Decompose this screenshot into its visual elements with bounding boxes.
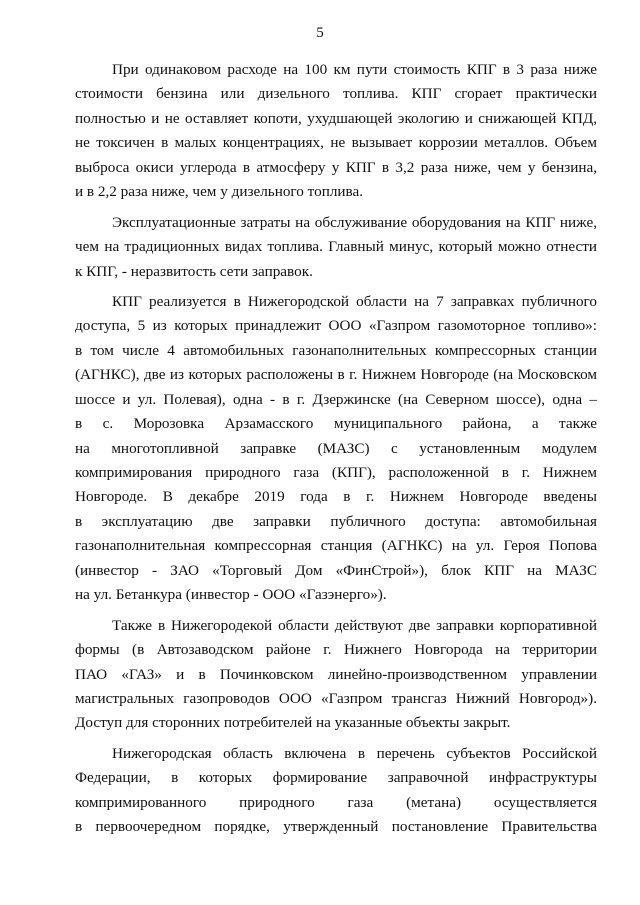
text-line: При одинаковом расходе на 100 км пути стоимость КПГ в 3 раза ниже xyxy=(112,61,597,78)
text-line: шоссе и ул. Полевая), одна - в г. Дзержинске (на Северном шоссе), одна – xyxy=(75,390,597,408)
paragraph xyxy=(75,742,597,840)
text-line: формы (в Автозаводском районе г. Нижнего Новгорода на территории xyxy=(75,641,597,659)
paragraph xyxy=(75,290,597,608)
text-line: в том числе 4 автомобильных газонаполнительных компрессорных станции xyxy=(75,341,597,359)
text-line: стоимости бензина или дизельного топлива. КПГ сгорает практически xyxy=(75,85,597,103)
text-line: в первоочередном порядке, утвержденный постановление Правительства xyxy=(75,818,597,836)
document-body xyxy=(75,58,597,840)
paragraph xyxy=(75,211,597,284)
text-line: Также в Нижегородекой области действуют две заправки корпоративной xyxy=(112,616,597,634)
text-line: к КПГ, - неразвитость сети заправок. xyxy=(75,262,313,280)
text-line: на многотопливной заправке (МАЗС) с установленным модулем xyxy=(75,439,597,457)
text-line: доступа, 5 из которых принадлежит ООО «Газпром газомоторное топливо»: xyxy=(75,317,597,335)
text-line: КПГ реализуется в Нижегородской области на 7 заправках публичного xyxy=(112,292,597,310)
text-line: (АГНКС), две из которых расположены в г. Нижнем Новгороде (на Московском xyxy=(75,366,597,384)
page-number: 5 xyxy=(316,25,324,41)
text-line: на ул. Бетанкура (инвестор - ООО «Газэнерго»). xyxy=(75,586,387,604)
text-line: выброса окиси углерода в атмосферу у КПГ в 3,2 раза ниже, чем у бензина, xyxy=(75,158,597,176)
text-line: компримирования природного газа (КПГ), расположенной в г. Нижнем xyxy=(75,464,597,481)
paragraph xyxy=(75,614,597,736)
text-line: магистральных газопроводов ООО «Газпром трансгаз Нижний Новгород»). xyxy=(75,689,597,707)
text-line: (инвестор - ЗАО «Торговый Дом «ФинСтрой»), блок КПГ на МАЗС xyxy=(75,561,597,579)
text-line: не токсичен в малых концентрациях, не вызывает коррозии металлов. Объем xyxy=(75,134,597,152)
text-line: Новгороде. В декабре 2019 года в г. Нижнем Новгороде введены xyxy=(75,488,597,506)
text-line: Доступ для сторонних потребителей на указанные объекты закрыт. xyxy=(75,714,511,732)
text-line: ПАО «ГАЗ» и в Починковском линейно-производственном управлении xyxy=(75,665,597,683)
paragraph xyxy=(75,58,597,205)
text-line: в с. Морозовка Арзамасского муниципального района, а также xyxy=(75,415,597,433)
text-line: Федерации, в которых формирование заправочной инфраструктуры xyxy=(75,769,597,787)
text-line: компримированного природного газа (метана) осуществляется xyxy=(75,793,597,811)
text-line: Эксплуатационные затраты на обслуживание оборудования на КПГ ниже, xyxy=(112,213,597,231)
text-line: чем на традиционных видах топлива. Главный минус, который можно отнести xyxy=(75,238,597,256)
text-line: и в 2,2 раза ниже, чем у дизельного топлива. xyxy=(75,183,364,201)
text-line: Нижегородская область включена в перечень субъектов Российской xyxy=(112,744,597,762)
text-line: полностью и не оставляет копоти, ухудшающей экологию и снижающей КПД, xyxy=(75,109,597,127)
text-line: газонаполнительная компрессорная станция (АГНКС) на ул. Героя Попова xyxy=(75,537,597,555)
text-line: в эксплуатацию две заправки публичного доступа: автомобильная xyxy=(75,512,597,530)
